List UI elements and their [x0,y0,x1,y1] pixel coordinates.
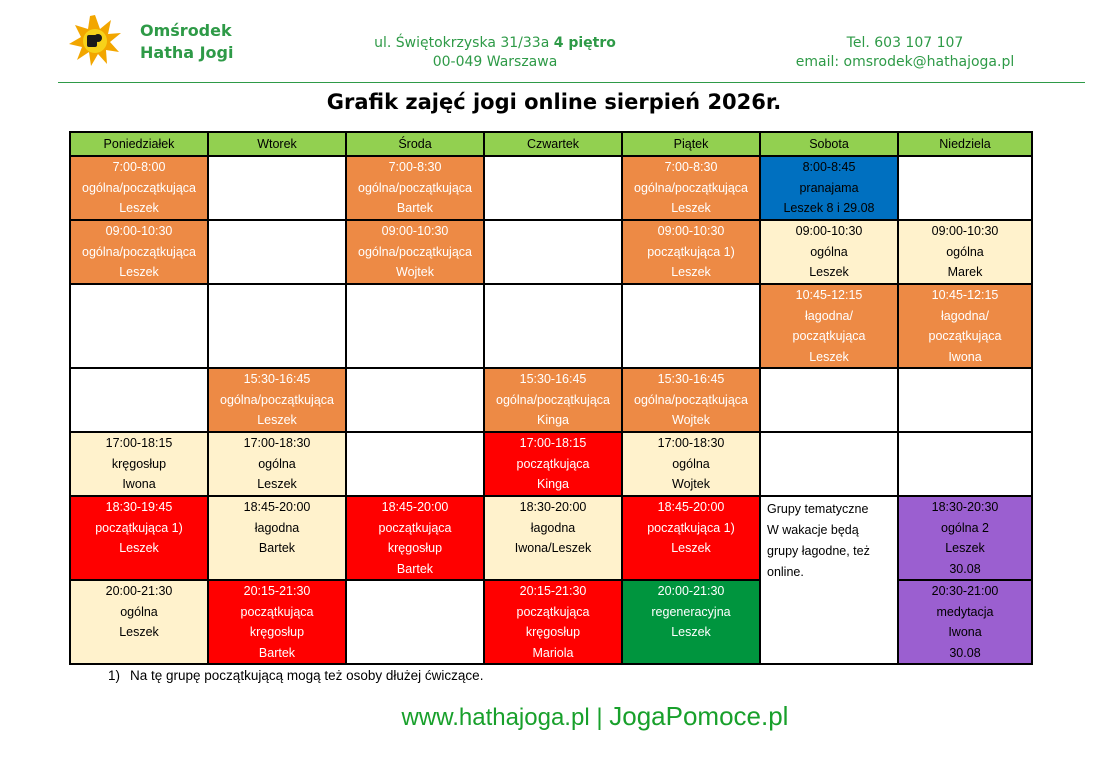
day-header: Sobota [760,132,898,156]
class-time: 15:30-16:45 [657,372,725,386]
class-time: 20:00-21:30 [105,584,173,598]
cell-line: Leszek [671,265,711,279]
cell-line: Leszek [809,349,849,364]
address-city: 00-049 Warszawa [432,54,558,70]
cell-line: ogólna/początkująca [358,180,472,195]
cell-line: ogólna/początkująca [220,392,334,407]
schedule-row [70,496,1032,580]
cell-line: Leszek [671,541,711,555]
cell-line: ogólna [810,244,848,259]
class-time: 18:45-20:00 [657,500,725,514]
contact [760,34,1050,72]
email: email: omsrodek@hathajoga.pl [795,54,1015,70]
day-header: Czwartek [484,132,622,156]
header-divider [58,82,1085,83]
cell-line: Leszek [945,541,985,555]
cell-line: ogólna/początkująca [82,180,196,195]
class-cell [622,220,760,284]
empty-cell [346,432,484,496]
cell-line: Marek [947,265,983,279]
class-cell [898,220,1032,284]
schedule-row [70,432,1032,496]
class-time: 20:30-21:00 [931,584,999,598]
cell-line: Leszek [119,265,159,279]
cell-line: początkująca [240,604,314,619]
cell-line: ogólna/początkująca [634,180,748,195]
cell-line: Wojtek [672,413,710,427]
class-time: 09:00-10:30 [105,224,173,238]
class-cell [622,368,760,432]
cell-line: łagodna/ [805,308,853,323]
class-cell [898,284,1032,368]
class-time: 10:45-12:15 [795,288,863,302]
class-time: 7:00-8:00 [112,160,166,174]
empty-cell [898,432,1032,496]
empty-cell [484,284,622,368]
empty-cell [208,284,346,368]
cell-line: ogólna [258,456,296,471]
cell-line: Grupy tematyczne [767,502,869,516]
day-header: Niedziela [898,132,1032,156]
class-cell [760,220,898,284]
org-name-line2: Hatha Jogi [140,43,234,62]
class-time: 20:15-21:30 [519,584,587,598]
empty-cell [208,156,346,220]
empty-cell [346,368,484,432]
cell-line: W wakacje będą [767,523,859,537]
cell-line: ogólna/początkująca [634,392,748,407]
cell-line: ogólna/początkująca [496,392,610,407]
class-time: 17:00-18:15 [105,436,173,450]
cell-line: Leszek [119,201,159,215]
class-cell [208,432,346,496]
class-time: 20:15-21:30 [243,584,311,598]
cell-line: online. [767,565,804,579]
org-name-line1: Omśrodek [140,21,232,40]
class-cell [898,496,1032,580]
cell-line: Iwona/Leszek [514,541,592,555]
class-cell [484,496,622,580]
footnote [108,668,483,683]
class-time: 09:00-10:30 [931,224,999,238]
class-time: 7:00-8:30 [388,160,442,174]
cell-line: Iwona [948,625,982,639]
schedule-row [70,156,1032,220]
cell-line: Bartek [258,541,296,555]
class-time: 18:45-20:00 [381,500,449,514]
class-time: 09:00-10:30 [381,224,449,238]
empty-cell [898,156,1032,220]
class-cell [346,496,484,580]
class-cell [898,580,1032,664]
cell-line: początkująca 1) [647,244,735,259]
cell-line: początkująca [378,520,452,535]
class-cell [70,580,208,664]
empty-cell [622,284,760,368]
class-cell [346,156,484,220]
cell-line: kręgosłup [249,625,305,639]
cell-line: ogólna [672,456,710,471]
cell-line: Wojtek [396,265,434,279]
footnote-text: Na tę grupę początkującą mogą też osoby dłużej ćwiczące. [130,668,484,683]
address [350,34,640,72]
cell-line: Iwona [122,477,156,491]
class-time: 09:00-10:30 [657,224,725,238]
class-cell [70,156,208,220]
footnote-number: 1) [108,668,121,683]
class-time: 17:00-18:30 [243,436,311,450]
cell-line: ogólna [120,604,158,619]
empty-cell [70,368,208,432]
class-time: 17:00-18:15 [519,436,587,450]
schedule-row [70,284,1032,368]
class-cell [760,156,898,220]
cell-line: ogólna/początkująca [358,244,472,259]
class-cell [208,580,346,664]
empty-cell [898,368,1032,432]
day-header: Wtorek [208,132,346,156]
cell-line: początkująca [516,456,590,471]
cell-line: 30.08 [949,561,981,576]
class-time: 17:00-18:30 [657,436,725,450]
class-time: 15:30-16:45 [519,372,587,386]
cell-line: Bartek [258,645,296,660]
class-time: 18:30-20:30 [931,500,999,514]
cell-line: łagodna [254,520,300,535]
class-time: 20:00-21:30 [657,584,725,598]
cell-line: Kinga [537,477,569,491]
class-cell [70,432,208,496]
footer-links [0,701,1108,732]
empty-cell [70,284,208,368]
class-cell [760,284,898,368]
cell-line: kręgosłup [525,625,581,639]
class-cell [70,496,208,580]
empty-cell [346,580,484,664]
sun-logo-icon [68,14,122,68]
class-cell [622,496,760,580]
cell-line: regeneracyjna [651,604,731,619]
cell-line: kręgosłup [111,456,167,471]
empty-cell [346,284,484,368]
class-cell [346,220,484,284]
cell-line: Leszek [119,541,159,555]
day-header: Środa [346,132,484,156]
cell-line: 30.08 [949,645,981,660]
cell-line: kręgosłup [387,541,443,555]
cell-line: początkująca [928,329,1002,343]
footer-separator: | [589,704,610,731]
cell-line: Leszek [257,477,297,491]
cell-line: Bartek [396,561,434,576]
cell-line: początkująca [792,329,866,343]
schedule-table [69,131,1033,665]
cell-line: grupy łagodne, też [767,544,870,558]
class-time: 8:00-8:45 [802,160,856,174]
schedule-row [70,368,1032,432]
cell-line: Kinga [537,413,569,427]
day-header-row [70,132,1032,156]
class-time: 15:30-16:45 [243,372,311,386]
cell-line: łagodna [530,520,576,535]
cell-line: pranajama [799,180,859,195]
cell-line: Leszek [257,413,297,427]
cell-line: medytacja [936,604,994,619]
schedule-body [70,156,1032,664]
note-cell [760,496,898,664]
empty-cell [208,220,346,284]
class-time: 18:45-20:00 [243,500,311,514]
cell-line: ogólna [946,244,984,259]
day-header: Piątek [622,132,760,156]
cell-line: łagodna/ [941,308,989,323]
empty-cell [484,220,622,284]
class-cell [484,368,622,432]
org-name [140,20,233,64]
class-cell [622,580,760,664]
page-title: Grafik zajęć jogi online sierpień 2026r. [326,90,782,114]
class-cell [70,220,208,284]
cell-line: początkująca [516,604,590,619]
cell-line: Bartek [396,201,434,215]
cell-line: początkująca 1) [95,520,183,535]
empty-cell [484,156,622,220]
address-floor: 4 piętro [553,35,616,51]
class-time: 7:00-8:30 [664,160,718,174]
cell-line: ogólna/początkująca [82,244,196,259]
class-time: 18:30-19:45 [105,500,173,514]
cell-line: ogólna 2 [941,520,989,535]
cell-line: początkująca 1) [647,520,735,535]
address-street: ul. Świętokrzyska 31/33a [374,35,550,51]
empty-cell [760,368,898,432]
phone: Tel. 603 107 107 [846,35,964,51]
cell-line: Leszek 8 i 29.08 [783,201,875,215]
class-cell [208,368,346,432]
class-cell [484,432,622,496]
cell-line: Leszek [809,265,849,279]
cell-line: Leszek [119,625,159,639]
class-cell [484,580,622,664]
schedule-row [70,220,1032,284]
class-cell [622,156,760,220]
cell-line: Mariola [532,645,574,660]
class-time: 09:00-10:30 [795,224,863,238]
website-link-jogapomoce[interactable]: JogaPomoce.pl [609,701,789,731]
cell-line: Iwona [948,349,982,364]
class-time: 18:30-20:00 [519,500,587,514]
cell-line: Leszek [671,625,711,639]
cell-line: Wojtek [672,477,710,491]
empty-cell [760,432,898,496]
class-cell [622,432,760,496]
class-time: 10:45-12:15 [931,288,999,302]
day-header: Poniedziałek [70,132,208,156]
website-link-hathajoga[interactable]: www.hathajoga.pl [401,704,590,731]
class-cell [208,496,346,580]
cell-line: Leszek [671,201,711,215]
